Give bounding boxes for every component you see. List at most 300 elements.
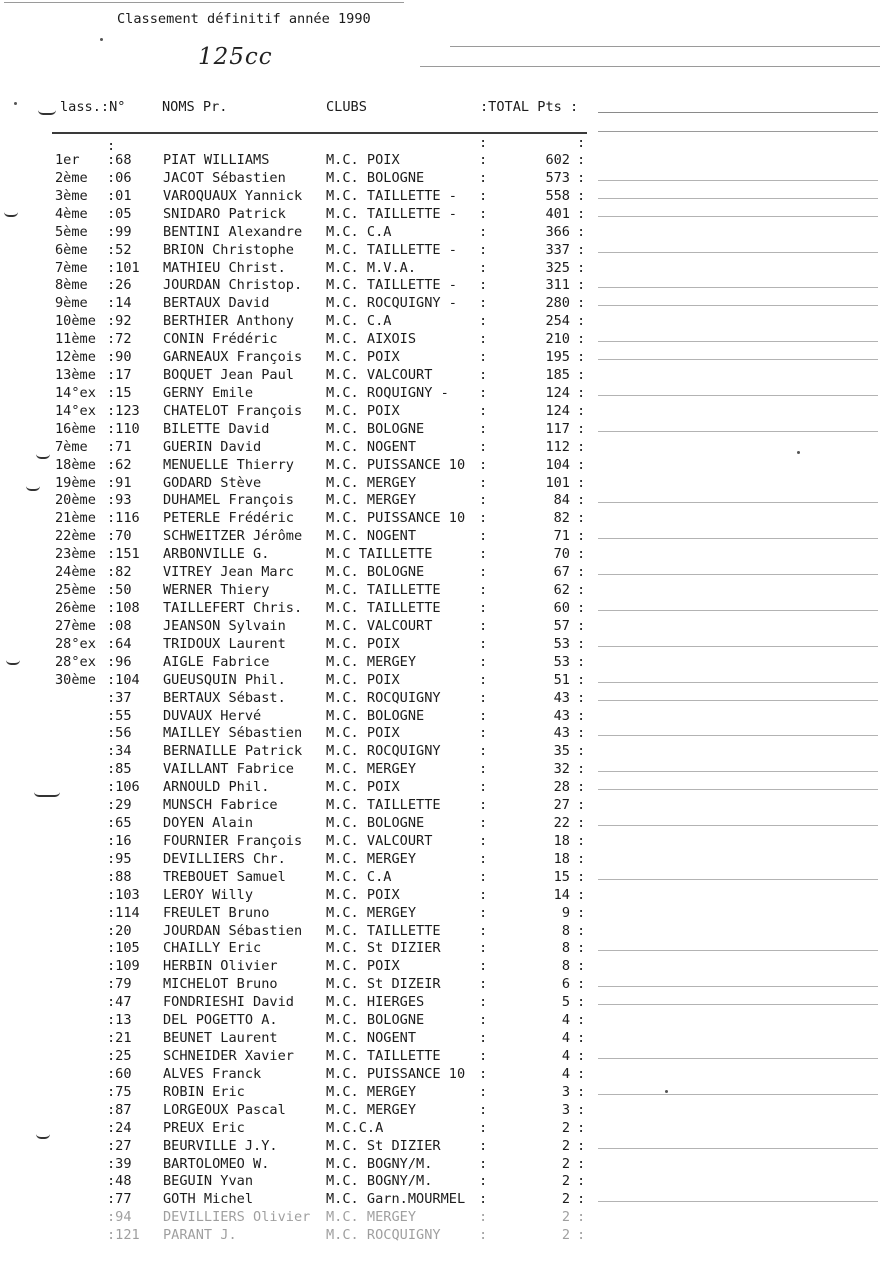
rider-name-cell: BOQUET Jean Paul: [163, 367, 294, 384]
table-row: [0, 725, 886, 743]
rider-number-cell: :109: [107, 958, 140, 975]
speck: [14, 102, 17, 105]
rider-name-cell: BERTAUX David: [163, 295, 270, 312]
table-row: [0, 1102, 886, 1120]
club-cell: M.C. TAILLETTE: [326, 600, 441, 616]
club-cell: M.C. NOGENT: [326, 1030, 417, 1047]
club-cell: M.C. St DIZIER: [326, 1137, 441, 1154]
points-cell: 8: [561, 958, 570, 975]
club-cell: M.C. C.A: [326, 868, 392, 885]
column-separator: :: [479, 1227, 488, 1244]
rider-name-cell: BERTHIER Anthony: [163, 313, 294, 330]
column-separator: :: [577, 349, 586, 366]
column-separator: :: [577, 223, 586, 240]
club-cell: M.C. TAILLETTE -: [326, 187, 457, 204]
column-separator: :: [577, 761, 586, 778]
rider-name-cell: ARNOULD Phil.: [163, 779, 270, 796]
club-cell: M.C. TAILLETTE: [326, 582, 441, 599]
rider-number-cell: :17: [107, 367, 132, 384]
rider-number-cell: :99: [107, 223, 132, 240]
rider-name-cell: DUHAMEL François: [163, 492, 294, 509]
rider-number-cell: :16: [107, 832, 132, 849]
rider-number-cell: :68: [107, 152, 132, 168]
notes-line: [598, 216, 878, 217]
table-row: [0, 958, 886, 976]
points-cell: 6: [561, 976, 570, 993]
table-row: [0, 923, 886, 941]
column-separator: :: [577, 707, 586, 724]
table-row: [0, 887, 886, 905]
rider-name-cell: GODARD Stève: [163, 474, 262, 491]
club-cell: M.C. AIXOIS: [326, 331, 417, 348]
rider-name-cell: TAILLEFERT Chris.: [163, 600, 303, 616]
rider-name-cell: PETERLE Frédéric: [163, 510, 294, 527]
points-cell: 60: [553, 600, 570, 616]
points-cell: 2: [561, 1119, 570, 1136]
rider-name-cell: LEROY Willy: [163, 886, 254, 903]
points-cell: 210: [545, 331, 570, 348]
column-separator: :: [479, 259, 488, 276]
rank-cell: 22ème: [55, 528, 96, 545]
rider-number-cell: :77: [107, 1191, 132, 1208]
rider-name-cell: DOYEN Alain: [163, 815, 254, 832]
column-separator: :: [577, 1065, 586, 1082]
table-row: [0, 295, 886, 313]
points-cell: 43: [553, 707, 570, 724]
table-row: [0, 654, 886, 672]
rider-name-cell: VAROQUAUX Yannick: [163, 187, 303, 204]
column-separator: :: [479, 313, 488, 330]
table-row: [0, 528, 886, 546]
points-cell: 53: [553, 635, 570, 652]
points-cell: 112: [545, 438, 570, 455]
table-row: [0, 600, 886, 618]
column-separator: :: [479, 600, 488, 616]
table-row: [0, 1048, 886, 1066]
column-separator: :: [577, 205, 586, 222]
column-separator: :: [479, 492, 488, 509]
club-cell: M.C. MERGEY: [326, 1083, 417, 1100]
rider-name-cell: CHATELOT François: [163, 402, 303, 419]
rider-number-cell: :123: [107, 402, 140, 419]
rider-number-cell: :151: [107, 546, 140, 563]
rider-name-cell: DEVILLIERS Chr.: [163, 850, 286, 867]
table-row: [0, 1173, 886, 1191]
header-underline: [598, 112, 878, 113]
column-separator: :: [479, 940, 488, 957]
column-separator: :: [479, 438, 488, 455]
rank-cell: 11ème: [55, 331, 96, 348]
rider-number-cell: :39: [107, 1155, 132, 1172]
table-row: [0, 797, 886, 815]
rider-name-cell: ARBONVILLE G.: [163, 546, 270, 563]
rank-cell: 9ème: [55, 295, 88, 312]
club-cell: M.C. St DIZIER: [326, 940, 441, 957]
column-separator: :: [577, 510, 586, 527]
notes-line: [598, 538, 878, 539]
rider-number-cell: :25: [107, 1048, 132, 1064]
column-separator: :: [479, 223, 488, 240]
points-cell: 195: [545, 349, 570, 366]
points-cell: 27: [553, 797, 570, 814]
rider-number-cell: :85: [107, 761, 132, 778]
rider-number-cell: :65: [107, 815, 132, 832]
rider-number-cell: :104: [107, 671, 140, 688]
rider-name-cell: DEL POGETTO A.: [163, 1012, 278, 1029]
points-cell: 43: [553, 725, 570, 742]
table-row: [0, 206, 886, 224]
table-row: [0, 349, 886, 367]
column-separator: :: [577, 528, 586, 545]
rider-number-cell: :13: [107, 1012, 132, 1029]
column-separator: :: [479, 743, 488, 760]
rider-number-cell: :88: [107, 868, 132, 885]
points-cell: 9: [561, 904, 570, 921]
table-row: [0, 385, 886, 403]
table-row: [0, 277, 886, 295]
points-cell: 53: [553, 653, 570, 670]
column-separator: :: [479, 1048, 488, 1064]
table-row: [0, 815, 886, 833]
notes-line: [598, 198, 878, 199]
points-cell: 4: [561, 1030, 570, 1047]
column-separator: :: [577, 671, 586, 688]
club-cell: M.C. Garn.MOURMEL: [326, 1191, 466, 1208]
table-row: [0, 618, 886, 636]
rider-name-cell: PIAT WILLIAMS: [163, 152, 270, 168]
rider-number-cell: :55: [107, 707, 132, 724]
rider-name-cell: JOURDAN Christop.: [163, 277, 303, 294]
notes-line: [598, 700, 878, 701]
club-cell: M.C. PUISSANCE 10: [326, 456, 466, 473]
column-separator: :: [577, 1191, 586, 1208]
column-separator: :: [479, 1137, 488, 1154]
notes-line: [598, 1201, 878, 1202]
club-cell: M.C. BOGNY/M.: [326, 1155, 433, 1172]
table-row: [0, 457, 886, 475]
rider-number-cell: :08: [107, 617, 132, 634]
rider-number-cell: :26: [107, 277, 132, 294]
table-row: [0, 439, 886, 457]
club-cell: M.C. POIX: [326, 725, 400, 742]
club-cell: M.C. BOLOGNE: [326, 169, 425, 186]
club-cell: M.C. MERGEY: [326, 653, 417, 670]
points-cell: 366: [545, 223, 570, 240]
column-separator: :: [577, 940, 586, 957]
notes-line: [598, 574, 878, 575]
rank-cell: 5ème: [55, 223, 88, 240]
club-cell: M.C. POIX: [326, 635, 400, 652]
club-cell: M.C. HIERGES: [326, 994, 425, 1011]
club-cell: M.C. TAILLETTE: [326, 797, 441, 814]
column-separator: :: [479, 1101, 488, 1118]
column-separator: :: [479, 528, 488, 545]
points-cell: 124: [545, 384, 570, 401]
rider-number-cell: :27: [107, 1137, 132, 1154]
club-cell: M.C. C.A: [326, 223, 392, 240]
column-separator: :: [479, 456, 488, 473]
rider-number-cell: :90: [107, 349, 132, 366]
notes-line: [598, 1058, 878, 1059]
column-separator: :: [479, 1083, 488, 1100]
column-separator: :: [577, 367, 586, 384]
table-row: [0, 708, 886, 726]
column-separator: :: [577, 779, 586, 796]
column-separator: :: [479, 402, 488, 419]
notes-line: [598, 395, 878, 396]
club-cell: M.C.C.A: [326, 1119, 384, 1136]
notes-line: [598, 825, 878, 826]
column-separator: :: [479, 1012, 488, 1029]
table-row: [0, 1138, 886, 1156]
column-separator: :: [577, 868, 586, 885]
club-cell: M.C. MERGEY: [326, 850, 417, 867]
rider-number-cell: :60: [107, 1065, 132, 1082]
table-row: [0, 564, 886, 582]
column-separator: :: [479, 546, 488, 563]
points-cell: 401: [545, 205, 570, 222]
club-cell: M.C. TAILLETTE -: [326, 241, 457, 258]
rank-cell: 25ème: [55, 582, 96, 599]
column-separator: :: [479, 510, 488, 527]
table-row: [0, 1084, 886, 1102]
column-separator: :: [479, 976, 488, 993]
club-cell: M.C. ROCQUIGNY: [326, 743, 441, 760]
rider-number-cell: :105: [107, 940, 140, 957]
column-separator: :: [577, 259, 586, 276]
column-separator: :: [577, 600, 586, 616]
table-row: [0, 367, 886, 385]
rider-name-cell: LORGEOUX Pascal: [163, 1101, 286, 1118]
rider-name-cell: SCHNEIDER Xavier: [163, 1048, 294, 1064]
rider-name-cell: PREUX Eric: [163, 1119, 245, 1136]
header-rule: [52, 132, 587, 134]
column-separator: :: [577, 546, 586, 563]
club-cell: M.C. St DIZEIR: [326, 976, 441, 993]
column-separator: :: [577, 1012, 586, 1029]
column-separator: :: [577, 564, 586, 581]
column-separator: :: [479, 152, 488, 168]
club-cell: M.C. C.A: [326, 313, 392, 330]
rider-name-cell: MATHIEU Christ.: [163, 259, 286, 276]
column-separator: :: [577, 492, 586, 509]
rider-name-cell: JEANSON Sylvain: [163, 617, 286, 634]
rider-name-cell: MENUELLE Thierry: [163, 456, 294, 473]
column-separator: :: [479, 1030, 488, 1047]
rank-cell: 28°ex: [55, 635, 96, 652]
table-row: [0, 761, 886, 779]
points-cell: 573: [545, 169, 570, 186]
rider-name-cell: MICHELOT Bruno: [163, 976, 278, 993]
column-separator: :: [577, 725, 586, 742]
rider-name-cell: AIGLE Fabrice: [163, 653, 270, 670]
table-row: [0, 475, 886, 493]
points-cell: 101: [545, 474, 570, 491]
rider-name-cell: TREBOUET Samuel: [163, 868, 286, 885]
notes-line: [598, 341, 878, 342]
column-separator: :: [577, 617, 586, 634]
club-cell: M.C. POIX: [326, 958, 400, 975]
points-cell: 8: [561, 922, 570, 939]
rider-name-cell: BILETTE David: [163, 420, 270, 437]
column-separator: :: [479, 1065, 488, 1082]
rank-cell: 27ème: [55, 617, 96, 634]
colon-guide: :: [577, 135, 586, 151]
points-cell: 15: [553, 868, 570, 885]
club-cell: M.C. BOLOGNE: [326, 1012, 425, 1029]
header-names: NOMS Pr.: [162, 99, 228, 115]
rank-cell: 6ème: [55, 241, 88, 258]
rider-number-cell: :64: [107, 635, 132, 652]
club-cell: M.C. NOGENT: [326, 528, 417, 545]
rank-cell: 28°ex: [55, 653, 96, 670]
rider-number-cell: :82: [107, 564, 132, 581]
column-separator: :: [577, 635, 586, 652]
points-cell: 82: [553, 510, 570, 527]
points-cell: 22: [553, 815, 570, 832]
rider-name-cell: BERTAUX Sébast.: [163, 689, 286, 706]
table-row: [0, 170, 886, 188]
club-cell: M.C. VALCOURT: [326, 367, 433, 384]
notes-line: [598, 771, 878, 772]
notes-line: [598, 431, 878, 432]
points-cell: 3: [561, 1083, 570, 1100]
header-class-number: lass.:N°: [60, 99, 126, 115]
club-cell: M.C. BOLOGNE: [326, 707, 425, 724]
rider-number-cell: :14: [107, 295, 132, 312]
table-row: [0, 636, 886, 654]
rider-name-cell: HERBIN Olivier: [163, 958, 278, 975]
handwritten-class-note: 125cc: [198, 44, 273, 70]
table-row: [0, 152, 886, 170]
rank-cell: 14°ex: [55, 402, 96, 419]
club-cell: M.C. TAILLETTE: [326, 1048, 441, 1064]
points-cell: 2: [561, 1155, 570, 1172]
rider-number-cell: :91: [107, 474, 132, 491]
notes-line: [598, 305, 878, 306]
column-separator: :: [577, 169, 586, 186]
rider-name-cell: GUEUSQUIN Phil.: [163, 671, 286, 688]
club-cell: M.C. ROCQUIGNY -: [326, 295, 457, 312]
points-cell: 28: [553, 779, 570, 796]
club-cell: M.C. M.V.A.: [326, 259, 417, 276]
rider-name-cell: GUERIN David: [163, 438, 262, 455]
rider-name-cell: FREULET Bruno: [163, 904, 270, 921]
table-row: [0, 994, 886, 1012]
table-row: [0, 313, 886, 331]
column-separator: :: [577, 402, 586, 419]
table-row: [0, 1012, 886, 1030]
column-separator: :: [479, 904, 488, 921]
column-separator: :: [479, 689, 488, 706]
rank-cell: 24ème: [55, 564, 96, 581]
rider-number-cell: :95: [107, 850, 132, 867]
column-separator: :: [479, 169, 488, 186]
rider-name-cell: BENTINI Alexandre: [163, 223, 303, 240]
column-separator: :: [577, 456, 586, 473]
column-separator: :: [479, 474, 488, 491]
notes-line: [598, 1004, 878, 1005]
column-separator: :: [479, 582, 488, 599]
rider-number-cell: :29: [107, 797, 132, 814]
column-separator: :: [577, 976, 586, 993]
table-row: [0, 1156, 886, 1174]
rider-number-cell: :15: [107, 384, 132, 401]
table-row: [0, 690, 886, 708]
table-row: [0, 1209, 886, 1227]
rider-name-cell: DUVAUX Hervé: [163, 707, 262, 724]
rank-cell: 7ème: [55, 438, 88, 455]
club-cell: M.C. TAILLETTE -: [326, 277, 457, 294]
faint-rule: [450, 46, 880, 47]
rank-cell: 3ème: [55, 187, 88, 204]
column-separator: :: [577, 743, 586, 760]
rider-number-cell: :110: [107, 420, 140, 437]
column-separator: :: [479, 1191, 488, 1208]
rider-number-cell: :48: [107, 1173, 132, 1190]
table-row: [0, 1120, 886, 1138]
rider-name-cell: BARTOLOMEO W.: [163, 1155, 270, 1172]
column-separator: :: [479, 277, 488, 294]
rank-cell: 30ème: [55, 671, 96, 688]
rank-cell: 14°ex: [55, 384, 96, 401]
points-cell: 602: [545, 152, 570, 168]
column-separator: :: [577, 1119, 586, 1136]
rider-name-cell: WERNER Thiery: [163, 582, 270, 599]
column-separator: :: [479, 1209, 488, 1226]
column-separator: :: [577, 313, 586, 330]
column-separator: :: [479, 779, 488, 796]
table-row: [0, 331, 886, 349]
table-row: [0, 869, 886, 887]
margin-mark: [38, 110, 56, 115]
column-separator: :: [479, 922, 488, 939]
club-cell: M.C. POIX: [326, 671, 400, 688]
rider-number-cell: :52: [107, 241, 132, 258]
rank-cell: 20ème: [55, 492, 96, 509]
column-separator: :: [479, 958, 488, 975]
notes-line: [598, 1148, 878, 1149]
club-cell: M.C. BOLOGNE: [326, 420, 425, 437]
rider-number-cell: :101: [107, 259, 140, 276]
rider-number-cell: :75: [107, 1083, 132, 1100]
rider-number-cell: :56: [107, 725, 132, 742]
club-cell: M.C. VALCOURT: [326, 617, 433, 634]
column-separator: :: [577, 295, 586, 312]
club-cell: M.C. POIX: [326, 886, 400, 903]
points-cell: 71: [553, 528, 570, 545]
column-separator: :: [577, 886, 586, 903]
column-separator: :: [479, 617, 488, 634]
points-cell: 4: [561, 1048, 570, 1064]
column-separator: :: [577, 331, 586, 348]
column-separator: :: [479, 761, 488, 778]
club-cell: M.C. PUISSANCE 10: [326, 510, 466, 527]
club-cell: M.C. ROCQUIGNY: [326, 689, 441, 706]
points-cell: 67: [553, 564, 570, 581]
points-cell: 84: [553, 492, 570, 509]
points-cell: 2: [561, 1173, 570, 1190]
top-divider-line: [4, 2, 404, 3]
column-separator: :: [577, 474, 586, 491]
header-clubs: CLUBS: [326, 99, 367, 115]
column-separator: :: [577, 582, 586, 599]
notes-line: [598, 682, 878, 683]
points-cell: 18: [553, 832, 570, 849]
table-row: [0, 940, 886, 958]
faint-rule: [420, 66, 880, 67]
points-cell: 4: [561, 1012, 570, 1029]
